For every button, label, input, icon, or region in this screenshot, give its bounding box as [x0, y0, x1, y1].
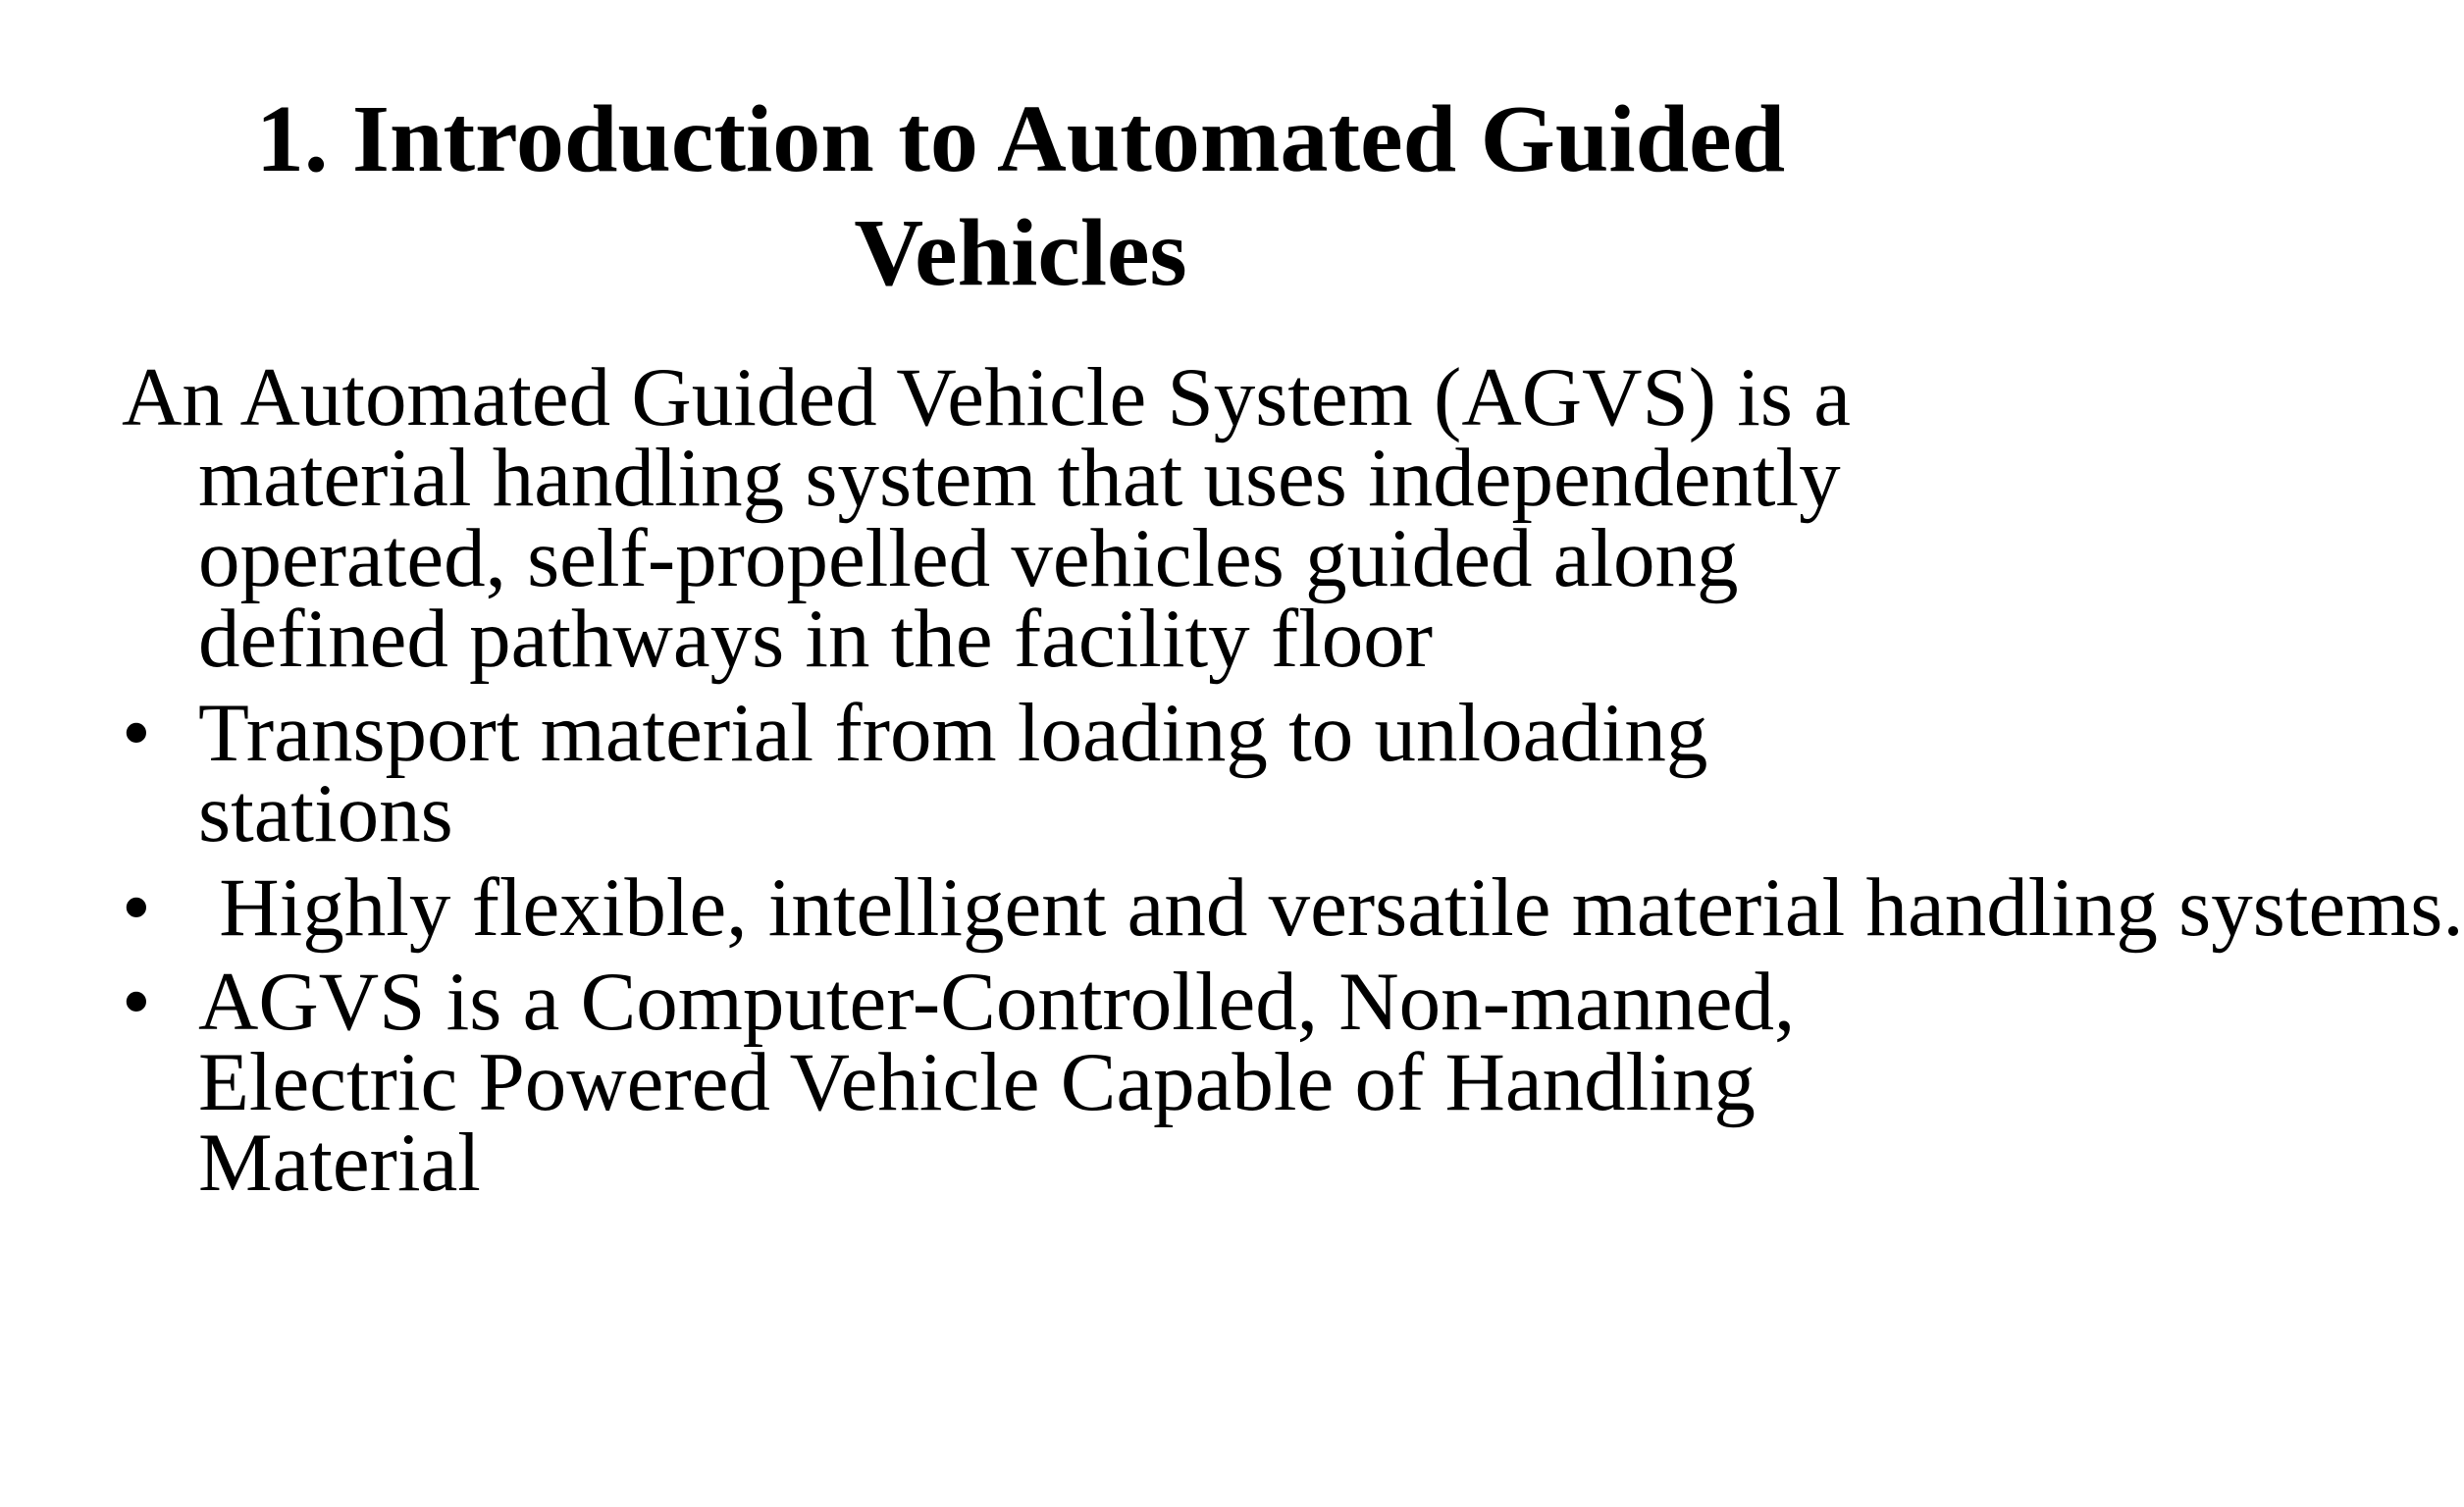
bullet-dot-icon: • — [122, 687, 151, 779]
bullet-text: Transport material from loading to unloading stations — [198, 687, 1708, 859]
bullet-text: Highly flexible, intelligent and versatile material handling systems. — [198, 861, 2464, 954]
bullet-item-definition — [122, 956, 1947, 1209]
slide-title: 1. Introduction to Automated Guided Vehicles — [255, 86, 1786, 306]
bullet-dot-icon: • — [122, 861, 151, 954]
bullet-item-transport — [122, 687, 1947, 859]
intro-paragraph: An Automated Guided Vehicle System (AGVS) is a material handling system that uses independently operated, self-propelled vehicles guided along defined pathways in the facility floor — [122, 351, 1851, 685]
bullet-dot-icon: • — [122, 956, 151, 1048]
bullet-text: AGVS is a Computer-Controlled, Non-manned, Electric Powered Vehicle Capable of Handling Material — [198, 956, 1796, 1209]
bullet-item-flexible — [122, 861, 2464, 954]
slide-body — [122, 351, 2464, 1217]
